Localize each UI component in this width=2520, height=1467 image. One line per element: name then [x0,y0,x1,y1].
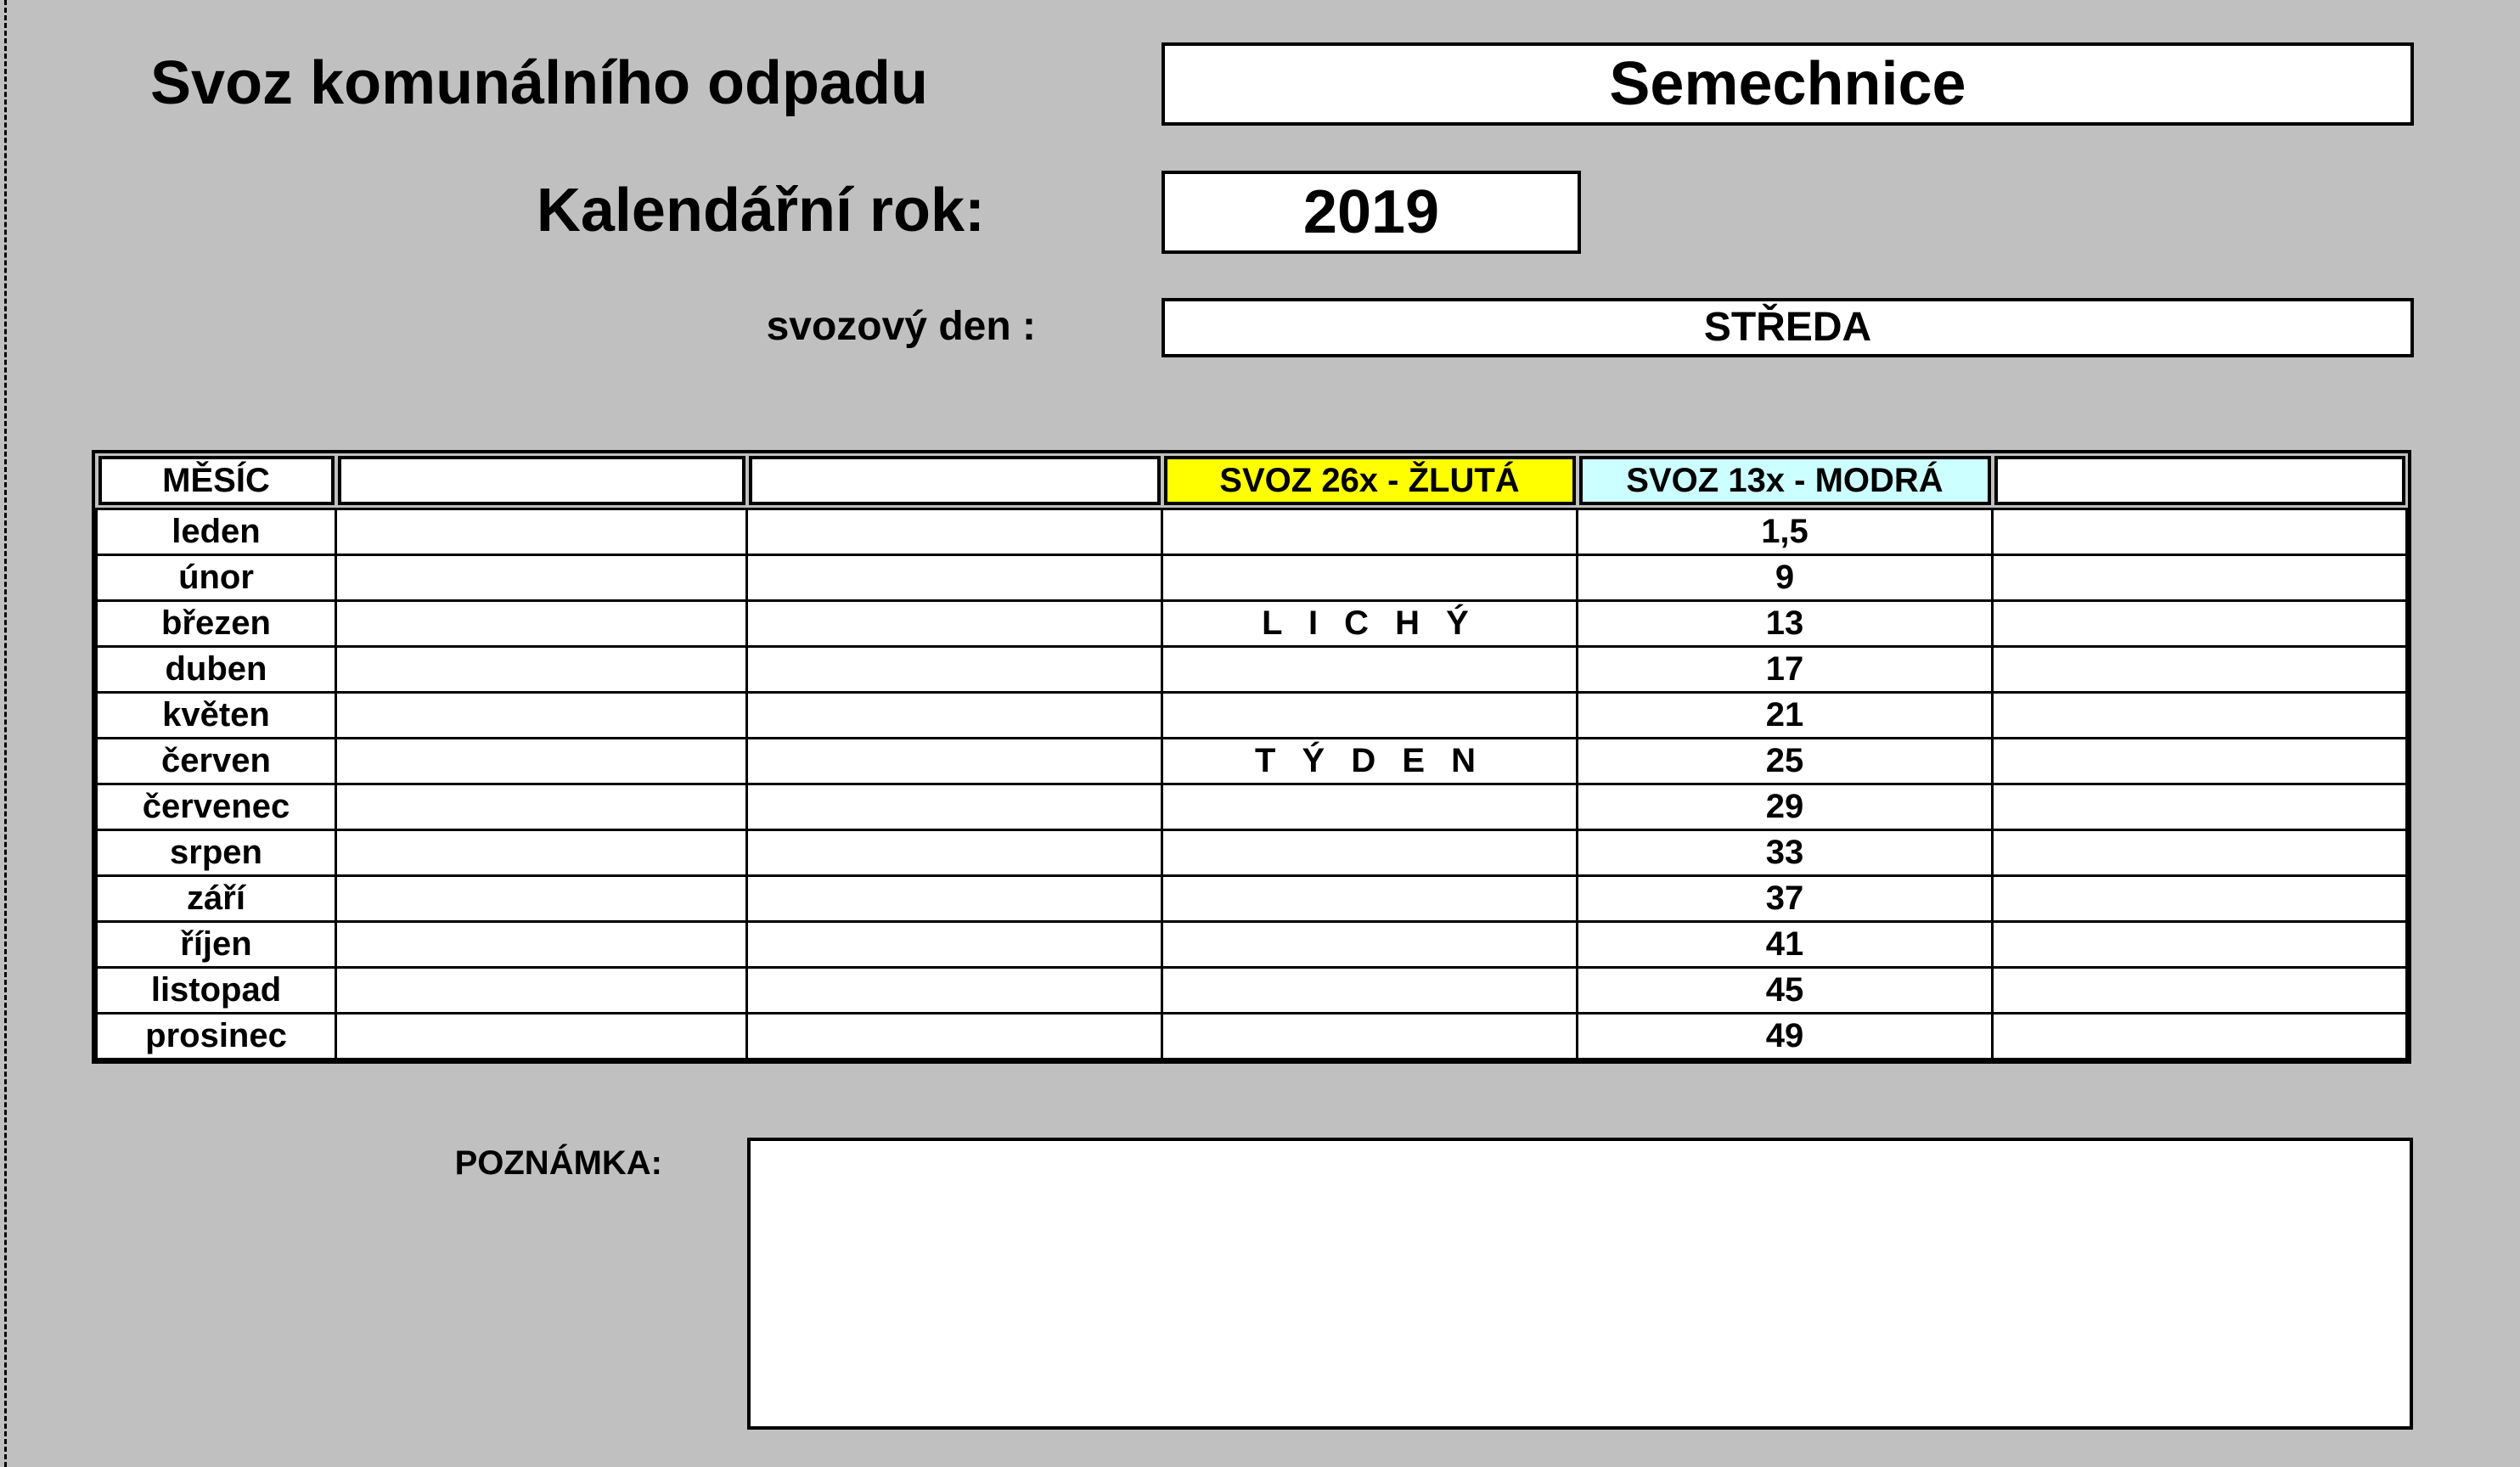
empty-cell [747,739,1162,784]
empty-cell [336,830,747,876]
empty-cell [747,830,1162,876]
yellow-collection-cell: T Ý D E N [1162,739,1578,784]
month-cell: únor [97,555,336,601]
empty-cell [747,968,1162,1014]
collection-schedule-table [92,450,2411,1064]
yellow-collection-cell [1162,509,1578,555]
yellow-collection-cell [1162,922,1578,968]
blue-collection-week-cell: 9 [1578,555,1993,601]
month-cell: květen [97,693,336,739]
table-row [97,968,2407,1014]
empty-cell [336,555,747,601]
blue-collection-week-cell: 17 [1578,647,1993,693]
empty-cell [1993,509,2407,555]
table-row [97,693,2407,739]
page-title: Svoz komunálního odpadu [150,49,928,117]
column-header-empty-5 [1994,456,2405,505]
month-cell: listopad [97,968,336,1014]
blue-collection-week-cell: 29 [1578,784,1993,830]
yellow-collection-cell: L I C H Ý [1162,601,1578,647]
month-cell: říjen [97,922,336,968]
column-header-month: MĚSÍC [98,456,335,505]
collection-day-field[interactable]: STŘEDA [1162,298,2414,357]
table-row [97,739,2407,784]
yellow-collection-cell [1162,830,1578,876]
empty-cell [747,1014,1162,1060]
empty-cell [336,693,747,739]
table-row [97,647,2407,693]
table-row [97,784,2407,830]
column-header-blue-collection: SVOZ 13x - MODRÁ [1579,456,1991,505]
empty-cell [747,693,1162,739]
empty-cell [1993,830,2407,876]
empty-cell [336,509,747,555]
municipality-field[interactable]: Semechnice [1162,42,2414,126]
yellow-collection-cell [1162,784,1578,830]
empty-cell [1993,601,2407,647]
empty-cell [336,1014,747,1060]
empty-cell [747,922,1162,968]
table-row [97,922,2407,968]
yellow-collection-cell [1162,1014,1578,1060]
table-row [97,876,2407,922]
month-cell: červenec [97,784,336,830]
note-field[interactable] [747,1138,2413,1430]
blue-collection-week-cell: 41 [1578,922,1993,968]
empty-cell [747,555,1162,601]
month-cell: červen [97,739,336,784]
empty-cell [1993,968,2407,1014]
empty-cell [336,922,747,968]
month-cell: prosinec [97,1014,336,1060]
month-cell: duben [97,647,336,693]
empty-cell [747,509,1162,555]
column-header-empty-2 [749,456,1161,505]
empty-cell [336,739,747,784]
empty-cell [336,876,747,922]
blue-collection-week-cell: 13 [1578,601,1993,647]
blue-collection-week-cell: 33 [1578,830,1993,876]
table-row [97,830,2407,876]
year-field[interactable]: 2019 [1162,171,1581,254]
yellow-collection-cell [1162,693,1578,739]
month-cell: září [97,876,336,922]
empty-cell [1993,784,2407,830]
empty-cell [747,601,1162,647]
collection-day-label: svozový den : [766,304,1036,349]
note-label: POZNÁMKA: [454,1144,662,1182]
yellow-collection-cell [1162,968,1578,1014]
yellow-collection-cell [1162,876,1578,922]
table-row [97,1014,2407,1060]
blue-collection-week-cell: 49 [1578,1014,1993,1060]
blue-collection-week-cell: 25 [1578,739,1993,784]
empty-cell [1993,647,2407,693]
empty-cell [336,968,747,1014]
empty-cell [747,876,1162,922]
empty-cell [1993,922,2407,968]
month-cell: srpen [97,830,336,876]
table-row [97,509,2407,555]
month-cell: leden [97,509,336,555]
page-edge-dashed-line [4,0,7,1467]
empty-cell [747,647,1162,693]
empty-cell [747,784,1162,830]
empty-cell [336,784,747,830]
column-header-empty-1 [338,456,745,505]
year-label: Kalendářní rok: [536,177,985,244]
table-header-row [97,453,2407,509]
empty-cell [336,601,747,647]
empty-cell [1993,739,2407,784]
table-row [97,601,2407,647]
blue-collection-week-cell: 45 [1578,968,1993,1014]
month-cell: březen [97,601,336,647]
empty-cell [1993,1014,2407,1060]
empty-cell [1993,693,2407,739]
blue-collection-week-cell: 1,5 [1578,509,1993,555]
blue-collection-week-cell: 21 [1578,693,1993,739]
column-header-yellow-collection: SVOZ 26x - ŽLUTÁ [1164,456,1576,505]
yellow-collection-cell [1162,555,1578,601]
empty-cell [1993,876,2407,922]
blue-collection-week-cell: 37 [1578,876,1993,922]
empty-cell [336,647,747,693]
table-row [97,555,2407,601]
yellow-collection-cell [1162,647,1578,693]
empty-cell [1993,555,2407,601]
